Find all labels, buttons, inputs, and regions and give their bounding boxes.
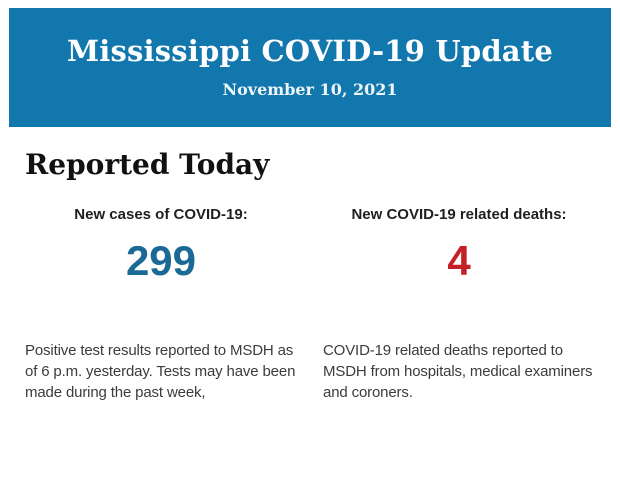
new-cases-value: 299 bbox=[125, 237, 197, 284]
report-date: November 10, 2021 bbox=[222, 80, 398, 100]
new-cases-description: Positive test results reported to MSDH as of 6 p.m. yesterday. Tests may have been made during the past week, bbox=[25, 342, 296, 401]
new-deaths-value: 4 bbox=[447, 237, 471, 284]
new-cases-label: New cases of COVID-19: bbox=[74, 206, 248, 223]
page-title: Mississippi COVID-19 Update bbox=[66, 34, 554, 69]
new-deaths-description: COVID-19 related deaths reported to MSDH from hospitals, medical examiners and coroners. bbox=[323, 342, 593, 401]
stat-new-deaths bbox=[323, 204, 595, 403]
new-deaths-label: New COVID-19 related deaths: bbox=[351, 206, 567, 223]
section-title: Reported Today bbox=[25, 148, 270, 181]
header-banner bbox=[9, 8, 611, 127]
stats-grid bbox=[25, 204, 595, 403]
stat-new-cases bbox=[25, 204, 297, 403]
